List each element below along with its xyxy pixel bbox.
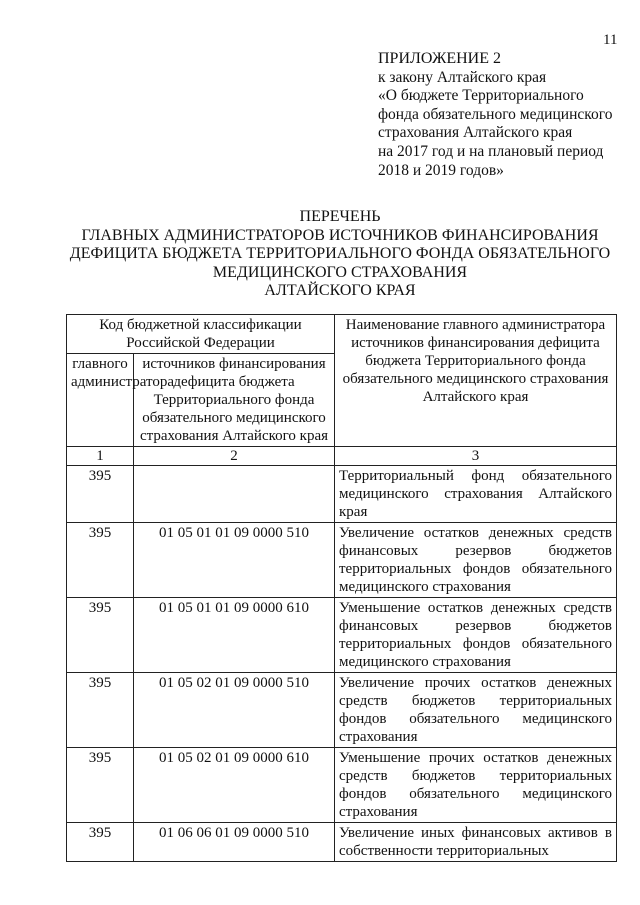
column-number: 2	[134, 447, 335, 466]
admin-code-cell: 395	[67, 523, 134, 598]
source-name-cell: Уменьшение остатков денежных средств финансовых резервов бюджетов территориальных фондов обязательного медицинского страхования	[335, 598, 617, 673]
column-number-row	[67, 447, 617, 466]
source-code-cell: 01 05 01 01 09 0000 510	[134, 523, 335, 598]
header-chief-administrator: главного администратора	[67, 354, 134, 447]
table-row	[67, 748, 617, 823]
document-title	[60, 208, 620, 301]
appendix-title: ПРИЛОЖЕНИЕ 2	[378, 50, 502, 67]
appendix-line: фонда обязательного медицинского	[378, 105, 613, 123]
document-title-line: МЕДИЦИНСКОГО СТРАХОВАНИЯ	[212, 263, 468, 281]
table-row	[67, 823, 617, 862]
table-row	[67, 466, 617, 523]
appendix-line: к закону Алтайского края	[378, 68, 547, 86]
source-code-cell: 01 05 02 01 09 0000 510	[134, 673, 335, 748]
document-title-line: ПЕРЕЧЕНЬ	[299, 208, 381, 225]
source-name-cell: Уменьшение прочих остатков денежных средств бюджетов территориальных фондов обязательного медицинского страхования	[335, 748, 617, 823]
appendix-line: 2018 и 2019 годов»	[378, 161, 504, 179]
appendix-line: страхования Алтайского края	[378, 124, 573, 142]
source-code-cell: 01 06 06 01 09 0000 510	[134, 823, 335, 862]
administrators-table	[66, 314, 617, 862]
column-number: 1	[67, 447, 134, 466]
admin-code-cell: 395	[67, 466, 134, 523]
document-title-line: ГЛАВНЫХ АДМИНИСТРАТОРОВ ИСТОЧНИКОВ ФИНАНСИРОВАНИЯ	[81, 226, 599, 244]
table-row	[67, 673, 617, 748]
source-name-cell: Увеличение иных финансовых активов в собственности территориальных	[335, 823, 617, 862]
admin-code-cell: 395	[67, 823, 134, 862]
source-code-cell: 01 05 02 01 09 0000 610	[134, 748, 335, 823]
admin-code-cell: 395	[67, 748, 134, 823]
admin-code-cell: 395	[67, 598, 134, 673]
source-code-cell: 01 05 01 01 09 0000 610	[134, 598, 335, 673]
header-financing-sources: источников финансирования дефицита бюджета Территориального фонда обязательного медицинского страхования Алтайского края	[134, 354, 335, 447]
column-number: 3	[335, 447, 617, 466]
appendix-line: «О бюджете Территориального	[378, 87, 584, 105]
table-row	[67, 598, 617, 673]
page-number: 11	[603, 32, 618, 48]
header-classification-code: Код бюджетной классификации Российской Федерации	[67, 315, 335, 354]
source-code-cell	[134, 466, 335, 523]
source-name-cell: Территориальный фонд обязательного медицинского страхования Алтайского края	[335, 466, 617, 523]
appendix-block	[378, 50, 628, 180]
table-row	[67, 523, 617, 598]
admin-code-cell: 395	[67, 673, 134, 748]
source-name-cell: Увеличение прочих остатков денежных средств бюджетов территориальных фондов обязательного медицинского страхования	[335, 673, 617, 748]
document-title-line: ДЕФИЦИТА БЮДЖЕТА ТЕРРИТОРИАЛЬНОГО ФОНДА ОБЯЗАТЕЛЬНОГО	[69, 245, 611, 263]
document-title-line: АЛТАЙСКОГО КРАЯ	[264, 282, 416, 300]
appendix-line: на 2017 год и на плановый период	[378, 142, 604, 160]
source-name-cell: Увеличение остатков денежных средств финансовых резервов бюджетов территориальных фондов обязательного медицинского страхования	[335, 523, 617, 598]
header-administrator-name: Наименование главного администратора источников финансирования дефицита бюджета Территориального фонда обязательного медицинского страхования Алтайского края	[335, 315, 617, 447]
